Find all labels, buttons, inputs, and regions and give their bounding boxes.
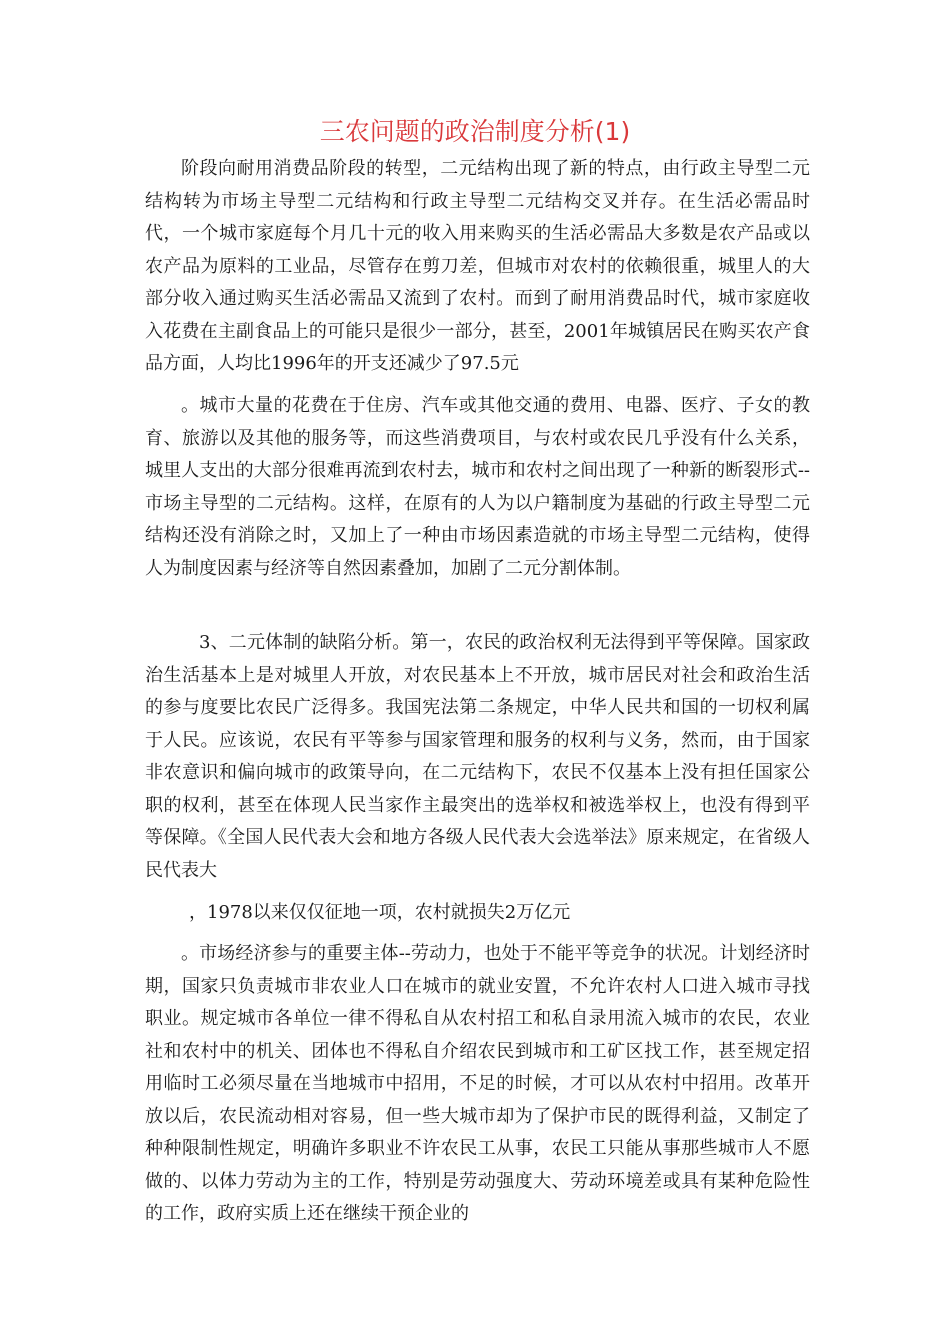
document-title: 三农问题的政治制度分析(1): [319, 117, 631, 146]
paragraph-3: 3、二元体制的缺陷分析。第一，农民的政治权利无法得到平等保障。国家政治生活基本上是对城里人开放，对农民基本上不开放，城市居民对社会和政治生活的参与度要比农民广泛得多。我国宪法第二条规定，中华人民共和国的一切权利属于人民。应该说，农民有平等参与国家管理和服务的权利与义务，然而，由于国家非农意识和偏向城市的政策导向，在二元结构下，农民不仅基本上没有担任国家公职的权利，甚至在体现人民当家作主最突出的选举权和被选举权上，也没有得到平等保障。《全国人民代表大会和地方各级人民代表大会选举法》原来规定，在省级人民代表大: [145, 632, 810, 881]
paragraph-5: 。市场经济参与的重要主体--劳动力，也处于不能平等竞争的状况。计划经济时期，国家只负责城市非农业人口在城市的就业安置，不允许农村人口进入城市寻找职业。规定城市各单位一律不得私自从农村招工和私自录用流入城市的农民，农业社和农村中的机关、团体也不得私自介绍农民到城市和工矿区找工作，甚至规定招用临时工必须尽量在当地城市中招用，不足的时候，才可以从农村中招用。改革开放以后，农民流动相对容易，但一些大城市却为了保护市民的既得利益，又制定了种种限制性规定，明确许多职业不许农民工从事，农民工只能从事那些城市人不愿做的、以体力劳动为主的工作，特别是劳动强度大、劳动环境差或具有某种危险性的工作，政府实质上还在继续干预企业的: [145, 943, 810, 1224]
paragraph-2: 。城市大量的花费在于住房、汽车或其他交通的费用、电器、医疗、子女的教育、旅游以及其他的服务等，而这些消费项目，与农村或农民几乎没有什么关系，城里人支出的大部分很难再流到农村去，城市和农村之间出现了一种新的断裂形式--市场主导型的二元结构。这样，在原有的人为以户籍制度为基础的行政主导型二元结构还没有消除之时，又加上了一种由市场因素造就的市场主导型二元结构，使得人为制度因素与经济等自然因素叠加，加剧了二元分割体制。: [145, 395, 810, 579]
paragraph-4: ，1978以来仅仅征地一项，农村就损失2万亿元: [189, 902, 571, 923]
paragraph-1: 阶段向耐用消费品阶段的转型，二元结构出现了新的特点，由行政主导型二元结构转为市场主导型二元结构和行政主导型二元结构交叉并存。在生活必需品时代，一个城市家庭每个月几十元的收入用来购买的生活必需品大多数是农产品或以农产品为原料的工业品，尽管存在剪刀差，但城市对农村的依赖很重，城里人的大部分收入通过购买生活必需品又流到了农村。而到了耐用消费品时代，城市家庭收入花费在主副食品上的可能只是很少一部分，甚至，2001年城镇居民在购买农产食品方面，人均比1996年的开支还减少了97.5元: [145, 158, 810, 374]
